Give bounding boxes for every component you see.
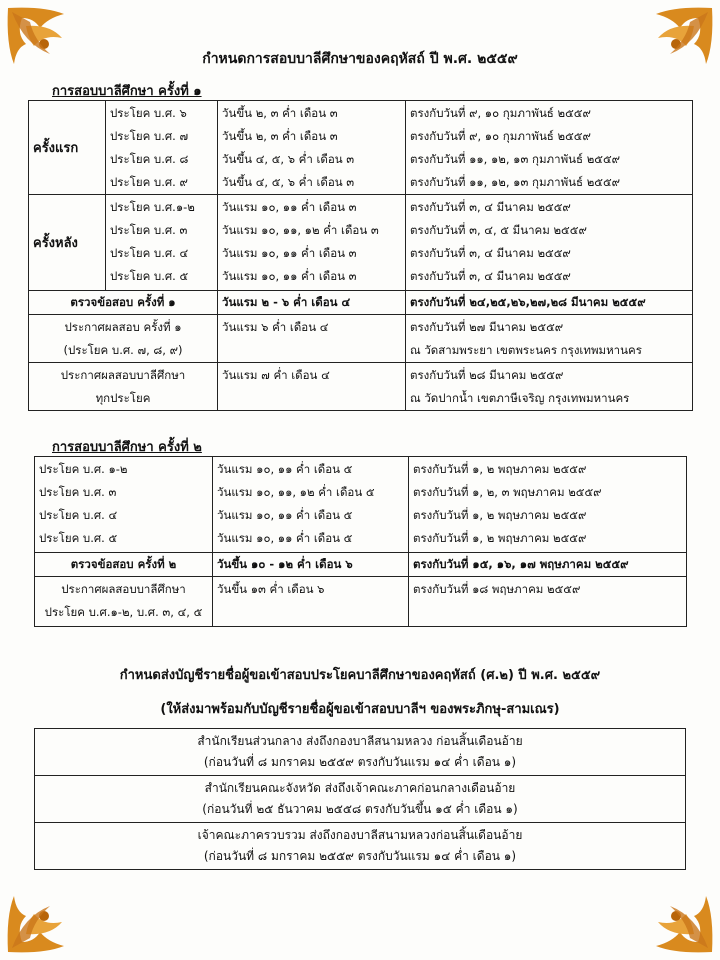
lunar-item: วันแรม ๑๐, ๑๑, ๑๒ ค่ำ เดือน ๓ bbox=[222, 223, 379, 237]
date-item: ตรงกับวันที่ ๑, ๒, ๓ พฤษภาคม ๒๕๕๙ bbox=[413, 485, 602, 499]
date-cell bbox=[406, 101, 693, 195]
submission-cell bbox=[35, 729, 686, 776]
announce1-date-line: ตรงกับวันที่ ๒๗ มีนาคม ๒๕๕๙ bbox=[410, 320, 564, 334]
lunar-item: วันแรม ๑๐, ๑๑, ๑๒ ค่ำ เดือน ๕ bbox=[217, 485, 375, 499]
level-item: ประโยค บ.ศ. ๗ bbox=[110, 129, 189, 143]
announce-all-label bbox=[29, 363, 218, 411]
level-item: ประโยค บ.ศ. ๖ bbox=[110, 106, 187, 120]
submission-line: สำนักเรียนคณะจังหวัด ส่งถึงเจ้าคณะภาคก่อนกลางเดือนอ้าย bbox=[204, 781, 516, 795]
date-item: ตรงกับวันที่ ๙, ๑๐ กุมภาพันธ์ ๒๕๕๙ bbox=[410, 106, 591, 120]
table-row bbox=[35, 457, 687, 553]
date-item: ตรงกับวันที่ ๑, ๒ พฤษภาคม ๒๕๕๙ bbox=[413, 508, 587, 522]
corner-ornament-icon bbox=[624, 864, 716, 956]
announce1-label bbox=[29, 315, 218, 363]
announce1-label-line: ประกาศผลสอบ ครั้งที่ ๑ bbox=[64, 320, 182, 334]
submission-line: เจ้าคณะภาครวบรวม ส่งถึงกองบาลีสนามหลวงก่อนสิ้นเดือนอ้าย bbox=[197, 828, 523, 842]
announce1-lunar: วันแรม ๖ ค่ำ เดือน ๔ bbox=[218, 315, 406, 363]
group-label-first: ครั้งแรก bbox=[29, 101, 106, 195]
announce2-lunar: วันขึ้น ๑๓ ค่ำ เดือน ๖ bbox=[213, 577, 409, 627]
announce1-label-line: (ประโยค บ.ศ. ๗, ๘, ๙) bbox=[63, 343, 183, 357]
lunar-cell bbox=[218, 101, 406, 195]
level-item: ประโยค บ.ศ. ๕ bbox=[39, 531, 118, 545]
group-label-second: ครั้งหลัง bbox=[29, 195, 106, 291]
announce-all-date-line: ตรงกับวันที่ ๒๘ มีนาคม ๒๕๕๙ bbox=[410, 368, 564, 382]
round2-heading: การสอบบาลีศึกษา ครั้งที่ ๒ bbox=[52, 440, 202, 455]
round1-heading: การสอบบาลีศึกษา ครั้งที่ ๑ bbox=[52, 84, 202, 99]
corner-ornament-icon bbox=[4, 864, 96, 956]
level-cell bbox=[35, 457, 213, 553]
lunar-item: วันแรม ๑๐, ๑๑ ค่ำ เดือน ๕ bbox=[217, 462, 353, 476]
level-item: ประโยค บ.ศ.๑-๒ bbox=[110, 200, 195, 214]
level-cell bbox=[106, 101, 218, 195]
lunar-item: วันแรม ๑๐, ๑๑ ค่ำ เดือน ๓ bbox=[222, 269, 357, 283]
submission-line: (ก่อนวันที่ ๘ มกราคม ๒๕๕๙ ตรงกับวันแรม ๑๔ ค่ำ เดือน ๑) bbox=[203, 755, 517, 769]
announce2-label bbox=[35, 577, 213, 627]
submission-cell bbox=[35, 823, 686, 870]
submission-table bbox=[34, 728, 686, 870]
round1-table bbox=[28, 100, 693, 411]
announce-all-label-line: ทุกประโยค bbox=[95, 391, 151, 405]
table-row bbox=[35, 823, 686, 870]
date-cell bbox=[409, 457, 687, 553]
lunar-item: วันขึ้น ๒, ๓ ค่ำ เดือน ๓ bbox=[222, 106, 338, 120]
lunar-item: วันแรม ๑๐, ๑๑ ค่ำ เดือน ๕ bbox=[217, 508, 353, 522]
date-item: ตรงกับวันที่ ๓, ๔ มีนาคม ๒๕๕๙ bbox=[410, 200, 571, 214]
lunar-item: วันขึ้น ๔, ๕, ๖ ค่ำ เดือน ๓ bbox=[222, 175, 355, 189]
submission-subtitle: (ให้ส่งมาพร้อมกับบัญชีรายชื่อผู้ขอเข้าสอบบาลีฯ ของพระภิกษุ-สามเณร) bbox=[160, 702, 560, 717]
date-item: ตรงกับวันที่ ๑๑, ๑๒, ๑๓ กุมภาพันธ์ ๒๕๕๙ bbox=[410, 152, 621, 166]
submission-cell bbox=[35, 776, 686, 823]
lunar-item: วันขึ้น ๔, ๕, ๖ ค่ำ เดือน ๓ bbox=[222, 152, 355, 166]
date-item: ตรงกับวันที่ ๓, ๔, ๕ มีนาคม ๒๕๕๙ bbox=[410, 223, 587, 237]
check-label: ตรวจข้อสอบ ครั้งที่ ๒ bbox=[35, 553, 213, 577]
check-lunar: วันขึ้น ๑๐ - ๑๒ ค่ำ เดือน ๖ bbox=[213, 553, 409, 577]
page-title: กำหนดการสอบบาลีศึกษาของคฤหัสถ์ ปี พ.ศ. ๒๕๕๙ bbox=[202, 51, 518, 67]
table-row bbox=[29, 315, 693, 363]
announce-all-date bbox=[406, 363, 693, 411]
lunar-item: วันขึ้น ๒, ๓ ค่ำ เดือน ๓ bbox=[222, 129, 338, 143]
lunar-item: วันแรม ๑๐, ๑๑ ค่ำ เดือน ๓ bbox=[222, 200, 357, 214]
level-item: ประโยค บ.ศ. ๓ bbox=[110, 223, 188, 237]
announce-all-venue: ณ วัดปากน้ำ เขตภาษีเจริญ กรุงเทพมหานคร bbox=[410, 391, 630, 405]
announce2-label-line: ประกาศผลสอบบาลีศึกษา bbox=[61, 582, 186, 596]
date-item: ตรงกับวันที่ ๓, ๔ มีนาคม ๒๕๕๙ bbox=[410, 269, 571, 283]
date-item: ตรงกับวันที่ ๑, ๒ พฤษภาคม ๒๕๕๙ bbox=[413, 531, 587, 545]
announce-all-lunar: วันแรม ๗ ค่ำ เดือน ๔ bbox=[218, 363, 406, 411]
level-item: ประโยค บ.ศ. ๔ bbox=[39, 508, 118, 522]
level-item: ประโยค บ.ศ. ๓ bbox=[39, 485, 117, 499]
table-row bbox=[35, 577, 687, 627]
submission-line: สำนักเรียนส่วนกลาง ส่งถึงกองบาลีสนามหลวง ก่อนสิ้นเดือนอ้าย bbox=[197, 734, 523, 748]
level-item: ประโยค บ.ศ. ๔ bbox=[110, 246, 189, 260]
date-item: ตรงกับวันที่ ๑๑, ๑๒, ๑๓ กุมภาพันธ์ ๒๕๕๙ bbox=[410, 175, 621, 189]
lunar-item: วันแรม ๑๐, ๑๑ ค่ำ เดือน ๕ bbox=[217, 531, 353, 545]
lunar-cell bbox=[213, 457, 409, 553]
announce2-date: ตรงกับวันที่ ๑๘ พฤษภาคม ๒๕๕๙ bbox=[409, 577, 687, 627]
table-row bbox=[35, 553, 687, 577]
submission-title: กำหนดส่งบัญชีรายชื่อผู้ขอเข้าสอบประโยคบาลีศึกษาของคฤหัสถ์ (ศ.๒) ปี พ.ศ. ๒๕๕๙ bbox=[119, 668, 601, 683]
check-date: ตรงกับวันที่ ๑๕, ๑๖, ๑๗ พฤษภาคม ๒๕๕๙ bbox=[409, 553, 687, 577]
table-row bbox=[29, 291, 693, 315]
submission-line: (ก่อนวันที่ ๘ มกราคม ๒๕๕๙ ตรงกับวันแรม ๑๔ ค่ำ เดือน ๑) bbox=[203, 849, 517, 863]
level-item: ประโยค บ.ศ. ๕ bbox=[110, 269, 189, 283]
check-label: ตรวจข้อสอบ ครั้งที่ ๑ bbox=[29, 291, 218, 315]
table-row bbox=[29, 101, 693, 195]
submission-line: (ก่อนวันที่ ๒๕ ธันวาคม ๒๕๕๘ ตรงกับวันขึ้น ๑๕ ค่ำ เดือน ๑) bbox=[202, 802, 518, 816]
announce1-venue: ณ วัดสามพระยา เขตพระนคร กรุงเทพมหานคร bbox=[410, 343, 642, 357]
table-row bbox=[29, 195, 693, 291]
date-cell bbox=[406, 195, 693, 291]
date-item: ตรงกับวันที่ ๑, ๒ พฤษภาคม ๒๕๕๙ bbox=[413, 462, 587, 476]
announce-all-label-line: ประกาศผลสอบบาลีศึกษา bbox=[60, 368, 186, 382]
date-item: ตรงกับวันที่ ๙, ๑๐ กุมภาพันธ์ ๒๕๕๙ bbox=[410, 129, 591, 143]
level-item: ประโยค บ.ศ. ๘ bbox=[110, 152, 189, 166]
round2-table bbox=[34, 456, 687, 627]
level-item: ประโยค บ.ศ. ๑-๒ bbox=[39, 462, 128, 476]
date-item: ตรงกับวันที่ ๓, ๔ มีนาคม ๒๕๕๙ bbox=[410, 246, 571, 260]
lunar-item: วันแรม ๑๐, ๑๑ ค่ำ เดือน ๓ bbox=[222, 246, 357, 260]
table-row bbox=[29, 363, 693, 411]
announce2-label-line: ประโยค บ.ศ.๑-๒, บ.ศ. ๓, ๔, ๕ bbox=[44, 605, 203, 619]
table-row bbox=[35, 776, 686, 823]
table-row bbox=[35, 729, 686, 776]
announce1-date bbox=[406, 315, 693, 363]
check-lunar: วันแรม ๒ - ๖ ค่ำ เดือน ๔ bbox=[218, 291, 406, 315]
check-date: ตรงกับวันที่ ๒๔,๒๕,๒๖,๒๗,๒๘ มีนาคม ๒๕๕๙ bbox=[406, 291, 693, 315]
lunar-cell bbox=[218, 195, 406, 291]
level-item: ประโยค บ.ศ. ๙ bbox=[110, 175, 188, 189]
level-cell bbox=[106, 195, 218, 291]
